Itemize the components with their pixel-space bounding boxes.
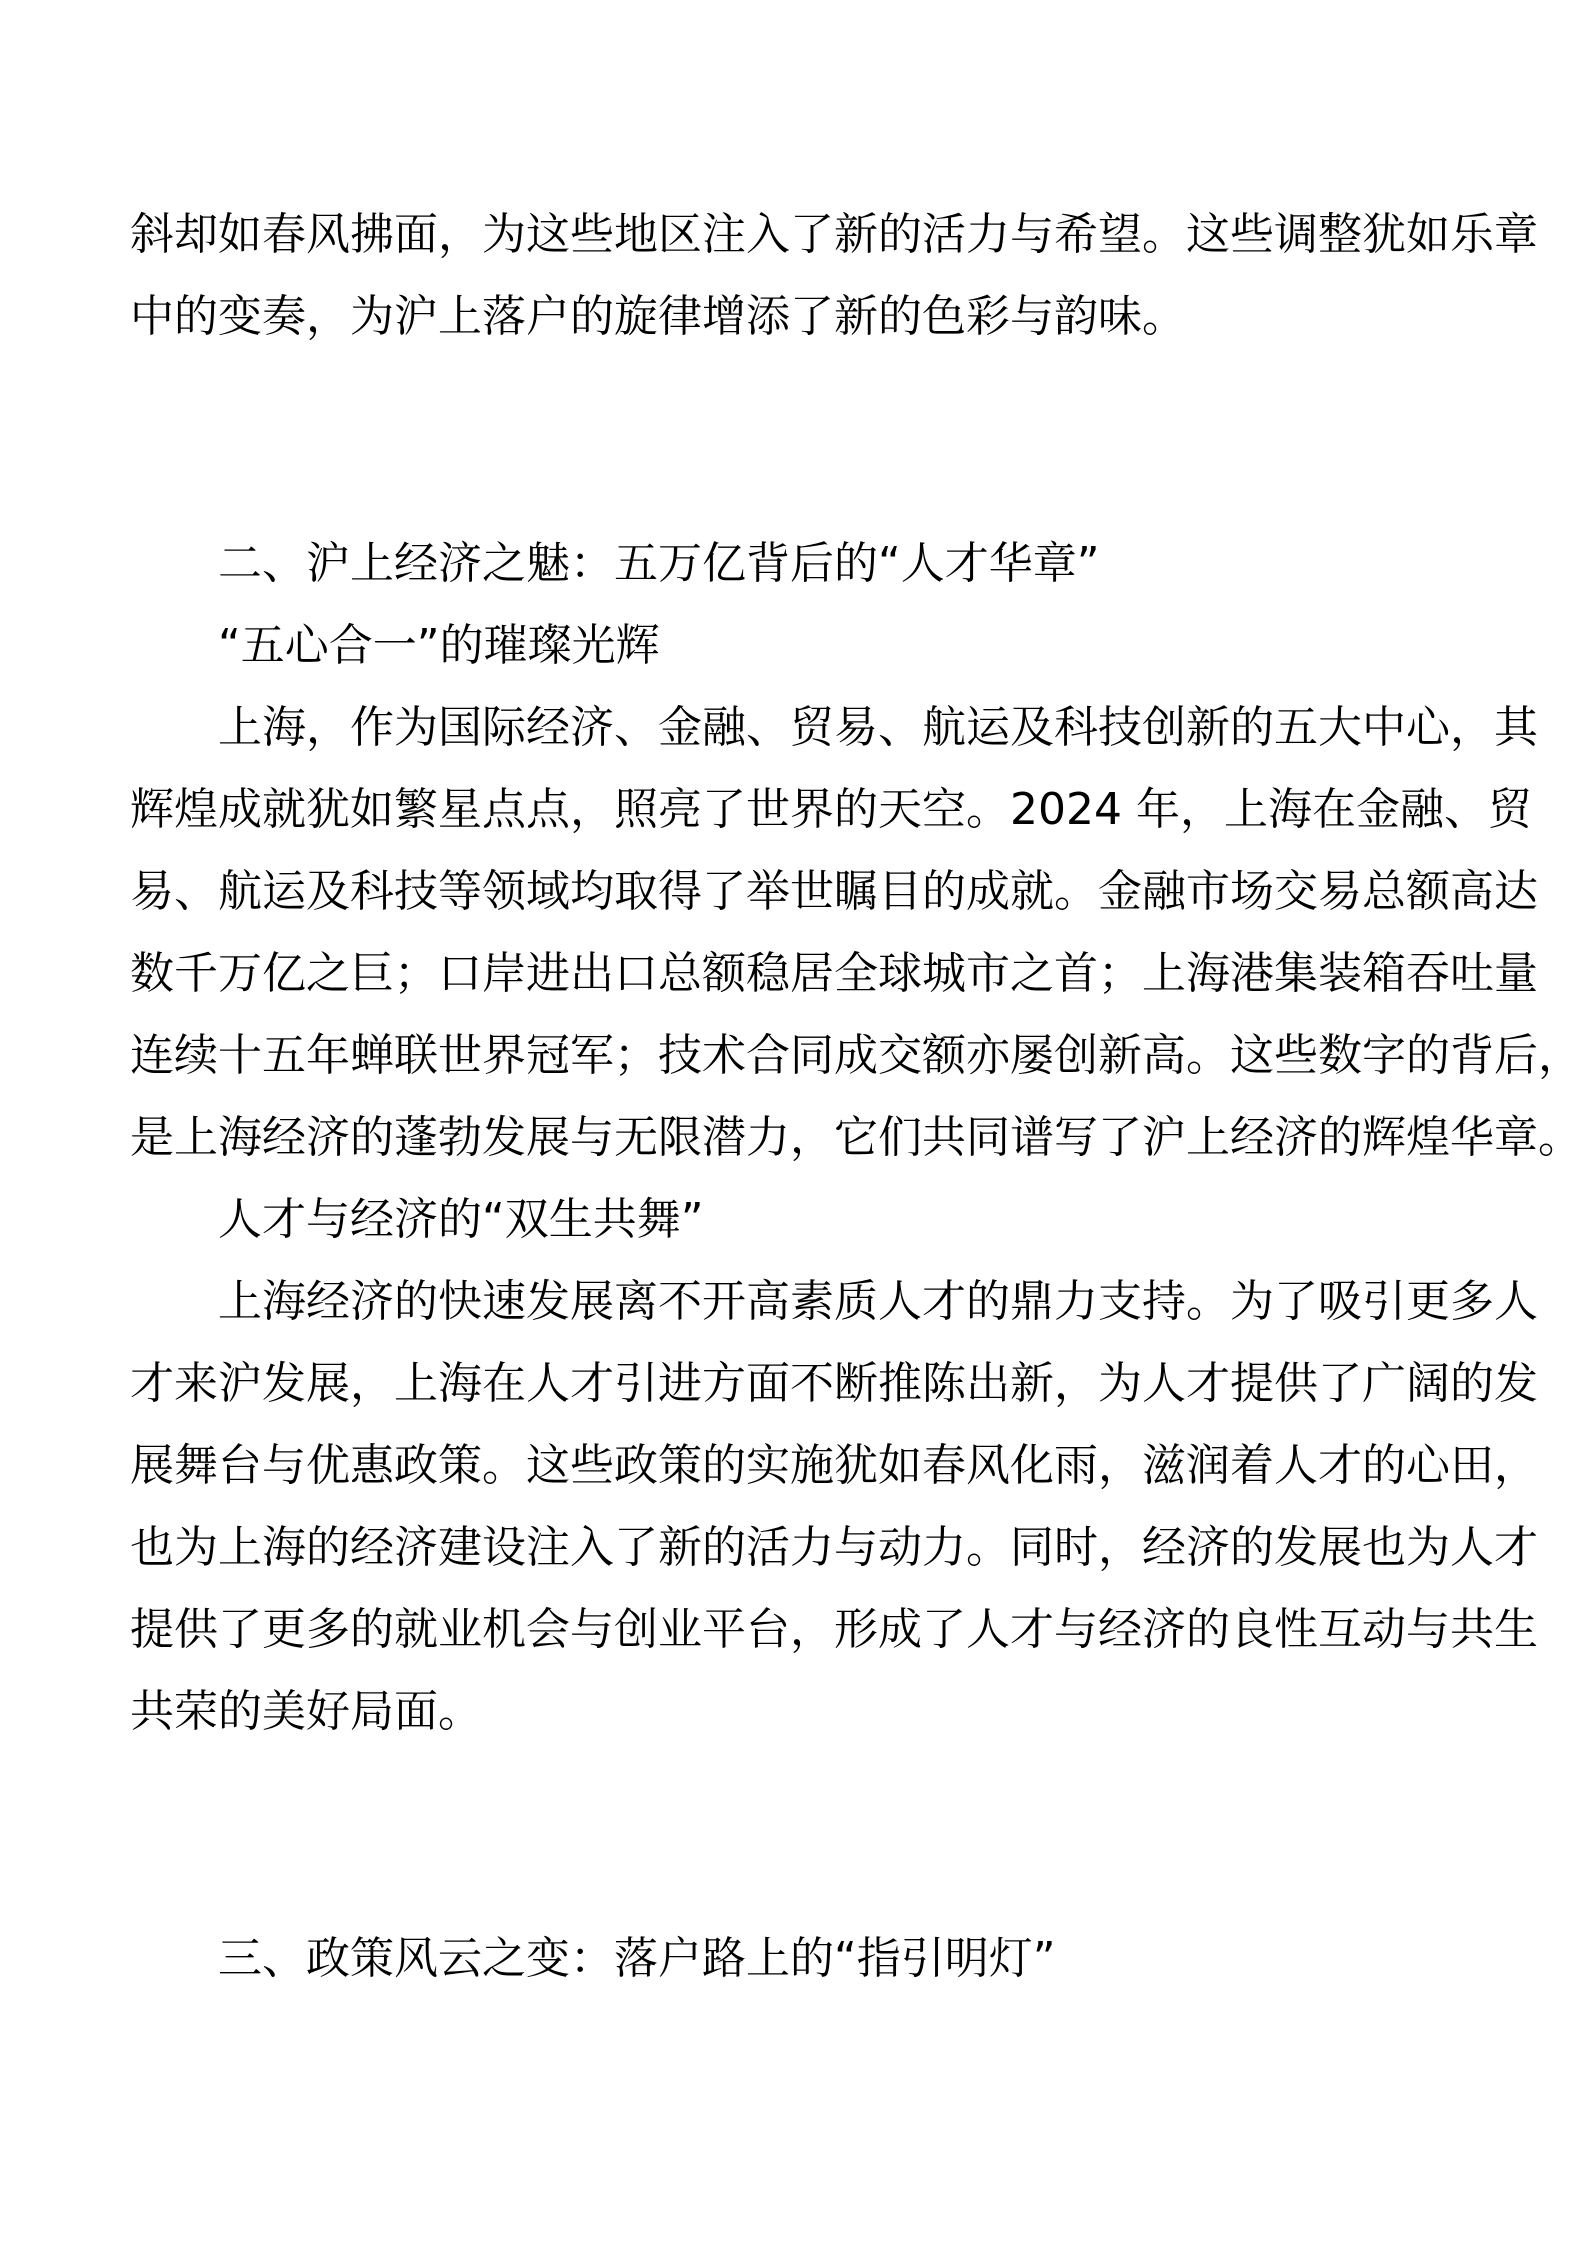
section2-p2-line-1: 上海经济的快速发展离不开高素质人才的鼎力支持。为了吸引更多人 [218,1276,1538,1327]
intro-line-2: 中的变奏，为沪上落户的旋律增添了新的色彩与韵味。 [130,291,1186,342]
section2-p1-line-5: 连续十五年蝉联世界冠军；技术合同成交额亦屡创新高。这些数字的背后， [130,1030,1582,1081]
section2-p2-line-4: 也为上海的经济建设注入了新的活力与动力。同时，经济的发展也为人才 [130,1522,1538,1573]
section2-heading: 二、沪上经济之魅：五万亿背后的“人才华章” [218,538,1100,589]
section2-p1-line-3: 易、航运及科技等领域均取得了举世瞩目的成就。金融市场交易总额高达 [130,866,1538,917]
section2-subheading-1: “五心合一”的璀璨光辉 [218,620,660,671]
section2-p1-line-4: 数千万亿之巨；口岸进出口总额稳居全球城市之首；上海港集装箱吞吐量 [130,948,1538,999]
section2-p2-line-2: 才来沪发展，上海在人才引进方面不断推陈出新，为人才提供了广阔的发 [130,1358,1538,1409]
section2-p1-line-1: 上海，作为国际经济、金融、贸易、航运及科技创新的五大中心，其 [218,702,1538,753]
section2-p2-line-6: 共荣的美好局面。 [130,1686,482,1737]
section2-p1-line-2: 辉煌成就犹如繁星点点，照亮了世界的天空。2024 年，上海在金融、贸 [130,784,1532,835]
section2-p1-line-6: 是上海经济的蓬勃发展与无限潜力，它们共同谱写了沪上经济的辉煌华章。 [130,1112,1582,1163]
intro-line-1: 斜却如春风拂面，为这些地区注入了新的活力与希望。这些调整犹如乐章 [130,209,1538,260]
section2-subheading-2: 人才与经济的“双生共舞” [218,1194,704,1245]
section3-heading: 三、政策风云之变：落户路上的“指引明灯” [218,1933,1056,1984]
section2-p2-line-3: 展舞台与优惠政策。这些政策的实施犹如春风化雨，滋润着人才的心田， [130,1440,1538,1491]
section2-p2-line-5: 提供了更多的就业机会与创业平台，形成了人才与经济的良性互动与共生 [130,1604,1538,1655]
